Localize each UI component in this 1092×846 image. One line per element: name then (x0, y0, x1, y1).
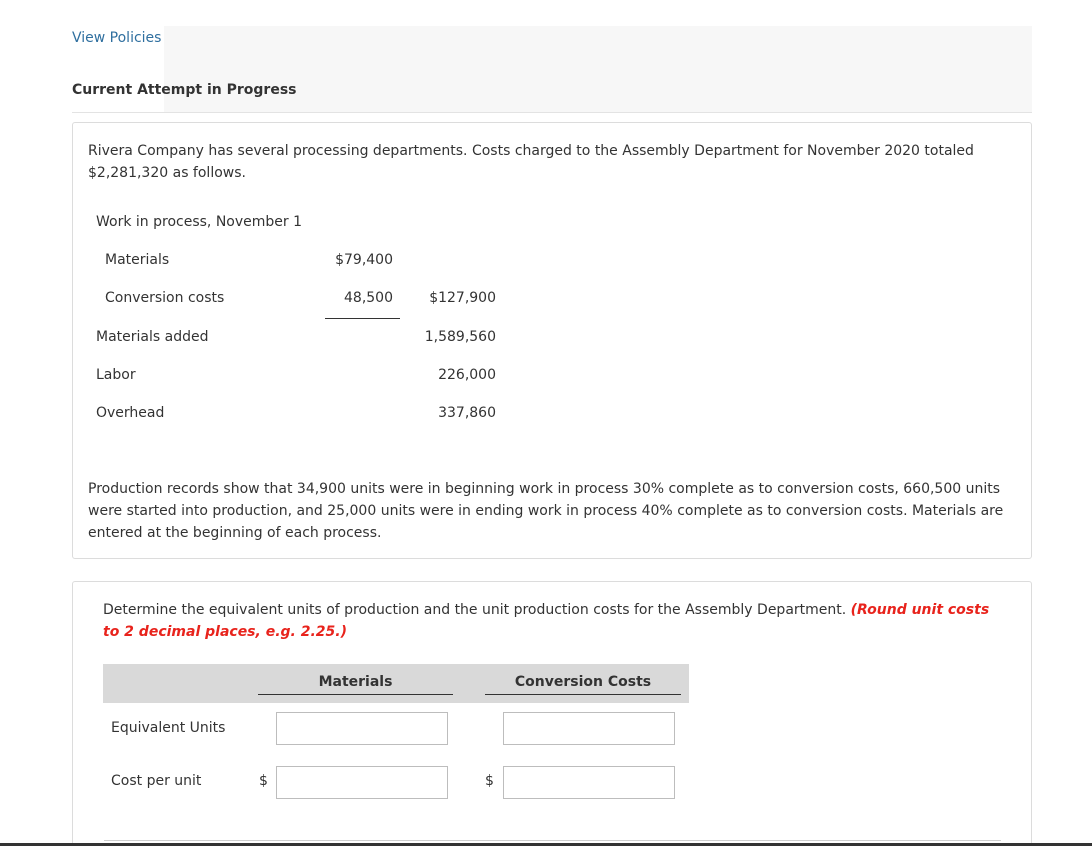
equivalent-units-materials-input[interactable] (276, 712, 448, 745)
materials-label: Materials (105, 252, 170, 268)
col-conversion-header: Conversion Costs (514, 674, 652, 690)
col-conversion-underline (485, 694, 681, 695)
question-instructions (103, 599, 1003, 643)
cost-per-unit-conversion-input[interactable] (503, 766, 675, 799)
rounding-note: (Round unit costs to 2 decimal places, e.g. 2.25.) (103, 602, 990, 640)
overhead-label: Overhead (96, 405, 165, 421)
materials-dollar-sign: $ (259, 773, 268, 789)
next-section-border (104, 840, 1001, 841)
equivalent-units-label: Equivalent Units (111, 720, 226, 736)
conversion-dollar-sign: $ (485, 773, 494, 789)
wip-label: Work in process, November 1 (96, 214, 303, 230)
materials-added-value: 1,589,560 (424, 329, 496, 345)
col-materials-header: Materials (318, 674, 393, 690)
materials-added-label: Materials added (96, 329, 209, 345)
problem-intro: Rivera Company has several processing departments. Costs charged to the Assembly Department for November 2020 totaled $2,281,320 as follows. (88, 143, 974, 181)
view-policies-link[interactable]: View Policies (72, 30, 162, 46)
subtotal-underline (325, 318, 400, 319)
materials-value: $79,400 (335, 252, 393, 268)
production-records: Production records show that 34,900 units were in beginning work in process 30% complete as to conversion costs, 660,500 units were started into production, and 25,000 units were in ending work in process 40% complete as to conversion costs. Materials are entered at the beginning of each process. (88, 481, 1004, 541)
conversion-value: 48,500 (344, 290, 393, 306)
labor-value: 226,000 (438, 367, 496, 383)
cost-per-unit-label: Cost per unit (111, 773, 202, 789)
conversion-label: Conversion costs (105, 290, 225, 306)
instruction-text: Determine the equivalent units of production and the unit production costs for the Assembly Department. (103, 602, 847, 618)
equivalent-units-conversion-input[interactable] (503, 712, 675, 745)
overhead-value: 337,860 (438, 405, 496, 421)
divider (72, 112, 1032, 113)
labor-label: Labor (96, 367, 136, 383)
header-background (164, 26, 1032, 112)
attempt-heading: Current Attempt in Progress (72, 82, 297, 98)
col-materials-underline (258, 694, 453, 695)
wip-total: $127,900 (429, 290, 496, 306)
cost-per-unit-materials-input[interactable] (276, 766, 448, 799)
